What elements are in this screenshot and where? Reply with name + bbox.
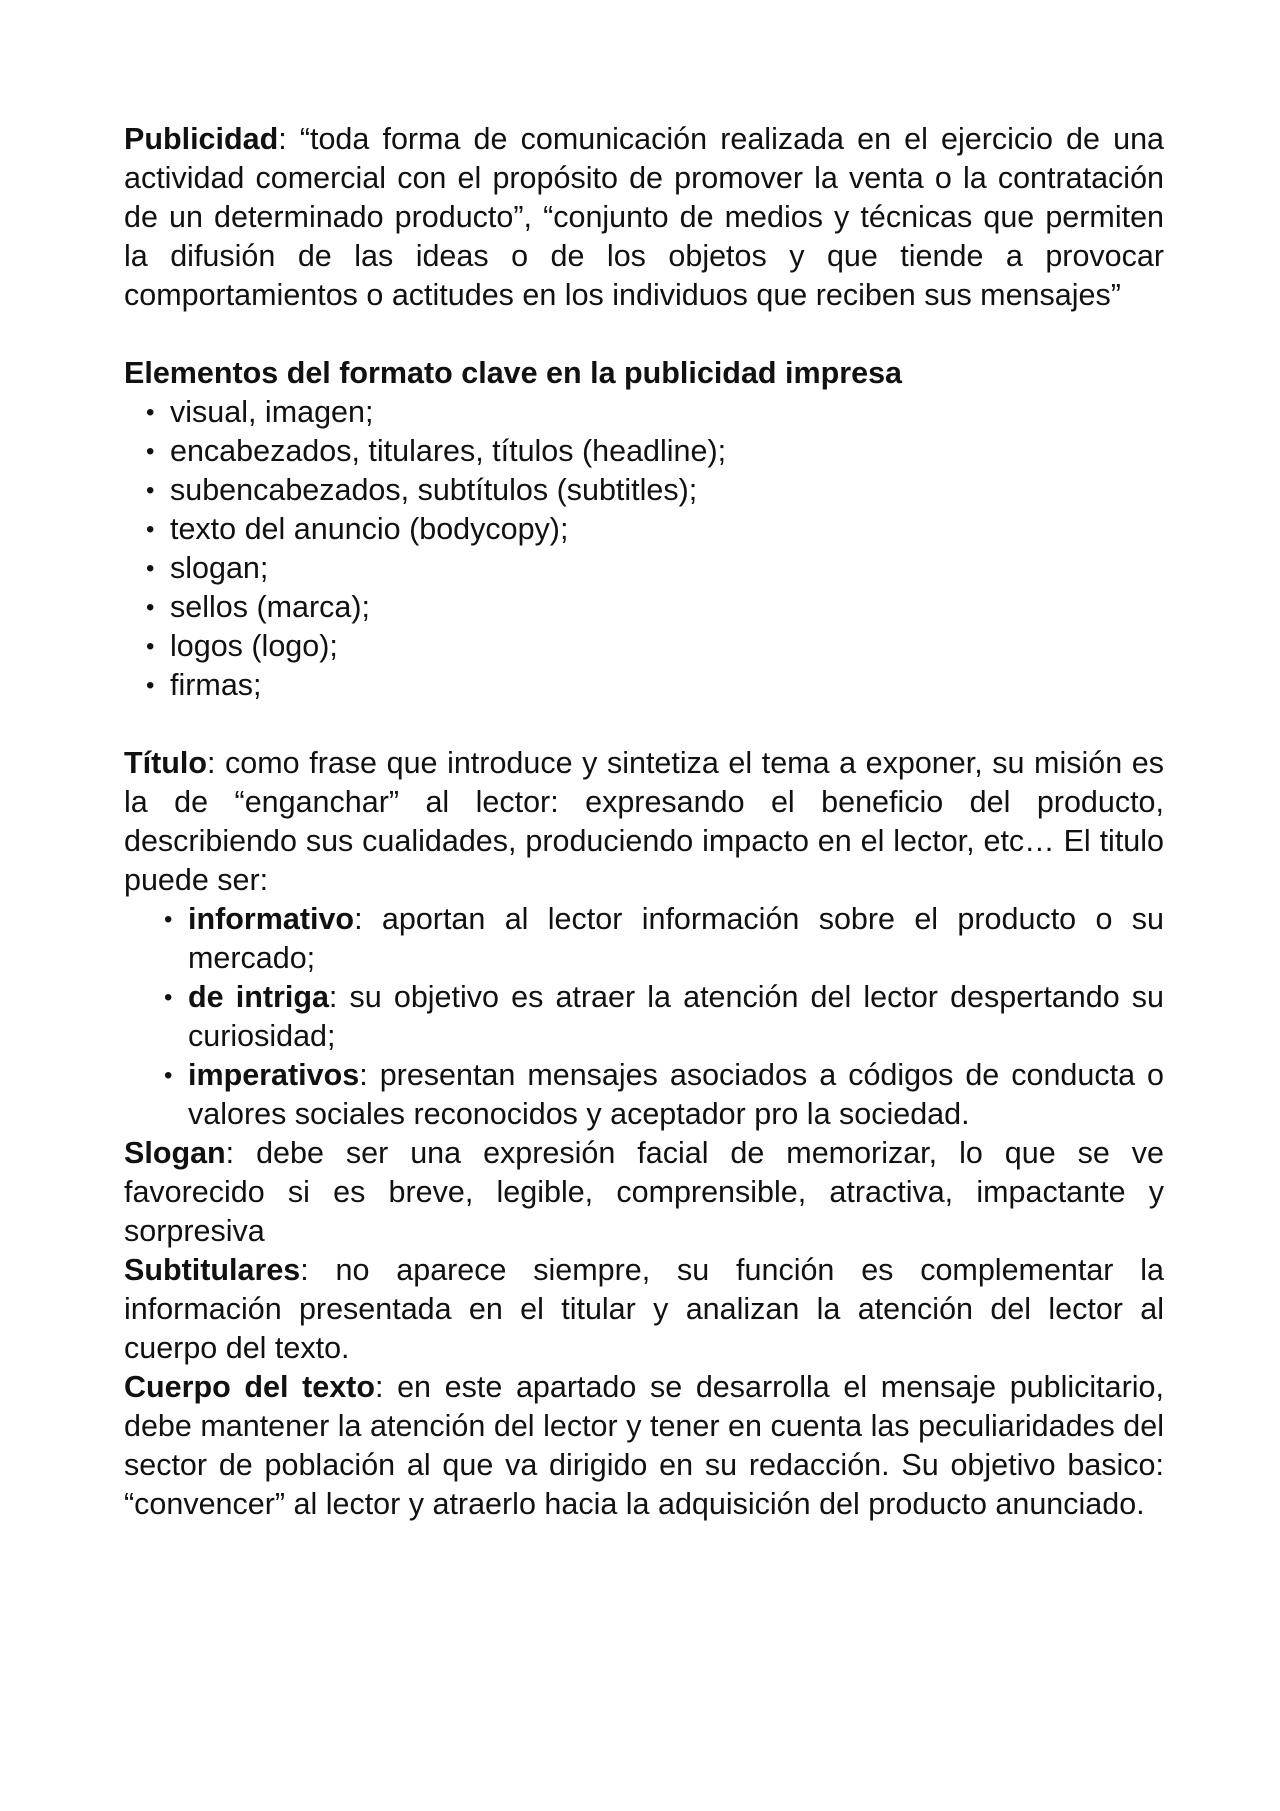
subtitulares-text: : no aparece siempre, su función es complementar la información presentada en el titular y analizan la atención del lector al cuerpo del texto. <box>124 1253 1164 1365</box>
spacer <box>124 315 1164 354</box>
slogan-term: Slogan <box>124 1136 226 1170</box>
cuerpo-text: : en este apartado se desarrolla el mensaje publicitario, debe mantener la atención del lector y tener en cuenta las peculiaridades del sector de población al que va dirigido en su redacción. Su objetivo basico: “convencer” al lector y atraerlo hacia la adquisición del producto anunciado. <box>124 1370 1164 1521</box>
titulo-types-list <box>124 900 1164 1134</box>
type-term: informativo <box>188 902 355 936</box>
titulo-term: Título <box>124 746 207 780</box>
type-text: : aportan al lector información sobre el producto o su mercado; <box>188 902 1164 975</box>
list-item <box>164 1056 1164 1134</box>
list-item: • subencabezados, subtítulos (subtitles); <box>146 471 1164 510</box>
subtitulares-term: Subtitulares <box>124 1253 301 1287</box>
subtitulares-definition <box>124 1251 1164 1368</box>
list-item <box>164 978 1164 1056</box>
list-item: • texto del anuncio (bodycopy); <box>146 510 1164 549</box>
publicidad-text: : “toda forma de comunicación realizada en el ejercicio de una actividad comercial con el propósito de promover la venta o la contratación de un determinado producto”, “conjunto de medios y técnicas que permiten la difusión de las ideas o de los objetos y que tiende a provocar comportamientos o actitudes en los individuos que reciben sus mensajes” <box>124 122 1164 312</box>
type-text: : su objetivo es atraer la atención del lector despertando su curiosidad; <box>188 980 1164 1053</box>
titulo-definition <box>124 744 1164 900</box>
type-term: imperativos <box>188 1058 360 1092</box>
document-page <box>124 120 1164 1524</box>
type-term: de intriga <box>188 980 329 1014</box>
elementos-list <box>124 393 1164 705</box>
slogan-text: : debe ser una expresión facial de memorizar, lo que se ve favorecido si es breve, legible, comprensible, atractiva, impactante y sorpresiva <box>124 1136 1164 1248</box>
slogan-definition <box>124 1134 1164 1251</box>
list-item: • logos (logo); <box>146 627 1164 666</box>
list-item <box>164 900 1164 978</box>
publicidad-definition <box>124 120 1164 315</box>
cuerpo-definition <box>124 1368 1164 1524</box>
list-item: • sellos (marca); <box>146 588 1164 627</box>
cuerpo-term: Cuerpo del texto <box>124 1370 375 1404</box>
type-text: : presentan mensajes asociados a códigos de conducta o valores sociales reconocidos y aceptador pro la sociedad. <box>188 1058 1164 1131</box>
list-item: • slogan; <box>146 549 1164 588</box>
titulo-text: : como frase que introduce y sintetiza el tema a exponer, su misión es la de “enganchar” al lector: expresando el beneficio del producto, describiendo sus cualidades, produciendo impacto en el lector, etc… El titulo puede ser: <box>124 746 1164 897</box>
list-item: • firmas; <box>146 666 1164 705</box>
elementos-heading: Elementos del formato clave en la publicidad impresa <box>124 356 902 390</box>
spacer <box>124 705 1164 744</box>
list-item: • encabezados, titulares, títulos (headline); <box>146 432 1164 471</box>
list-item: • visual, imagen; <box>146 393 1164 432</box>
publicidad-term: Publicidad <box>124 122 279 156</box>
